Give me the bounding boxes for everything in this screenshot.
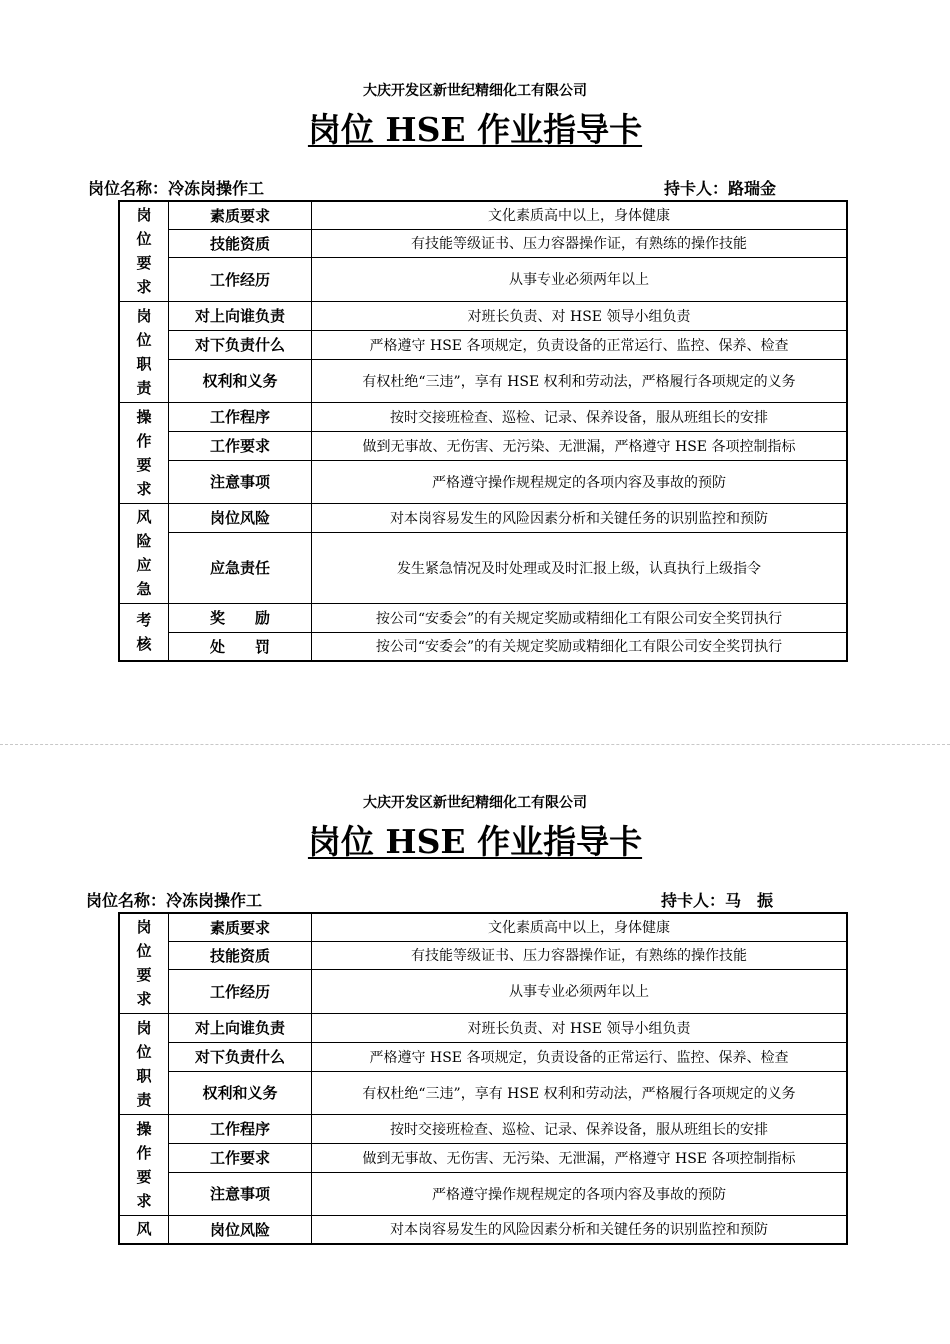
table-row xyxy=(119,431,847,460)
row-item: 应急责任 xyxy=(169,532,312,603)
row-content: 严格遵守 HSE 各项规定，负责设备的正常运行、监控、保养、检查 xyxy=(312,330,848,359)
table-row xyxy=(119,1042,847,1071)
row-item: 权利和义务 xyxy=(169,1071,312,1114)
row-item: 对下负责什么 xyxy=(169,330,312,359)
table-row xyxy=(119,460,847,503)
row-item: 工作要求 xyxy=(169,1143,312,1172)
row-item: 处 罚 xyxy=(169,632,312,661)
group-label-post-duties: 岗 位 职 责 xyxy=(119,301,169,402)
row-content: 对本岗容易发生的风险因素分析和关键任务的识别监控和预防 xyxy=(312,1215,848,1244)
table-row xyxy=(119,503,847,532)
row-content: 从事专业必须两年以上 xyxy=(312,969,848,1013)
table-row xyxy=(119,632,847,661)
row-item: 岗位风险 xyxy=(169,503,312,532)
table-row xyxy=(119,969,847,1013)
row-item: 素质要求 xyxy=(169,201,312,229)
table-row xyxy=(119,257,847,301)
row-content: 严格遵守操作规程规定的各项内容及事故的预防 xyxy=(312,460,848,503)
row-item: 权利和义务 xyxy=(169,359,312,402)
row-content: 按时交接班检查、巡检、记录、保养设备，服从班组长的安排 xyxy=(312,402,848,431)
table-row xyxy=(119,1071,847,1114)
group-label-assessment: 考 核 xyxy=(119,603,169,661)
post-name: 岗位名称：冷冻岗操作工 xyxy=(88,179,265,198)
row-item: 工作程序 xyxy=(169,1114,312,1143)
table-row xyxy=(119,330,847,359)
row-item: 技能资质 xyxy=(169,229,312,257)
hse-table xyxy=(118,912,848,1245)
row-content: 文化素质高中以上，身体健康 xyxy=(312,201,848,229)
card-holder: 持卡人：马 振 xyxy=(661,891,774,910)
row-item: 技能资质 xyxy=(169,941,312,969)
row-content: 按公司“安委会”的有关规定奖励或精细化工有限公司安全奖罚执行 xyxy=(312,603,848,632)
table-row xyxy=(119,532,847,603)
row-item: 素质要求 xyxy=(169,913,312,941)
table-row xyxy=(119,1013,847,1042)
row-content: 有权杜绝“三违”，享有 HSE 权利和劳动法，严格履行各项规定的义务 xyxy=(312,359,848,402)
card-title: 岗位 HSE 作业指导卡 xyxy=(307,110,643,149)
table-row xyxy=(119,603,847,632)
card-holder: 持卡人：路瑞金 xyxy=(664,179,777,198)
row-content: 按公司“安委会”的有关规定奖励或精细化工有限公司安全奖罚执行 xyxy=(312,632,848,661)
table-row xyxy=(119,1172,847,1215)
group-label-operation-requirements: 操 作 要 求 xyxy=(119,1114,169,1215)
post-name: 岗位名称：冷冻岗操作工 xyxy=(86,891,263,910)
row-content: 发生紧急情况及时处理或及时汇报上级，认真执行上级指令 xyxy=(312,532,848,603)
row-item: 注意事项 xyxy=(169,1172,312,1215)
row-content: 从事专业必须两年以上 xyxy=(312,257,848,301)
row-content: 严格遵守操作规程规定的各项内容及事故的预防 xyxy=(312,1172,848,1215)
group-label-post-requirements: 岗 位 要 求 xyxy=(119,201,169,301)
table-row xyxy=(119,402,847,431)
row-content: 对本岗容易发生的风险因素分析和关键任务的识别监控和预防 xyxy=(312,503,848,532)
row-content: 对班长负责、对 HSE 领导小组负责 xyxy=(312,301,848,330)
table-row xyxy=(119,301,847,330)
row-item: 注意事项 xyxy=(169,460,312,503)
group-label-post-duties: 岗 位 职 责 xyxy=(119,1013,169,1114)
row-content: 文化素质高中以上，身体健康 xyxy=(312,913,848,941)
row-content: 严格遵守 HSE 各项规定，负责设备的正常运行、监控、保养、检查 xyxy=(312,1042,848,1071)
row-item: 岗位风险 xyxy=(169,1215,312,1244)
table-row xyxy=(119,941,847,969)
table-row xyxy=(119,1143,847,1172)
company-name: 大庆开发区新世纪精细化工有限公司 xyxy=(363,83,587,99)
row-content: 做到无事故、无伤害、无污染、无泄漏，严格遵守 HSE 各项控制指标 xyxy=(312,431,848,460)
group-label-risk-emergency: 风 xyxy=(119,1215,169,1244)
group-label-operation-requirements: 操 作 要 求 xyxy=(119,402,169,503)
row-content: 有权杜绝“三违”，享有 HSE 权利和劳动法，严格履行各项规定的义务 xyxy=(312,1071,848,1114)
row-content: 对班长负责、对 HSE 领导小组负责 xyxy=(312,1013,848,1042)
table-row xyxy=(119,201,847,229)
company-name: 大庆开发区新世纪精细化工有限公司 xyxy=(363,795,587,811)
row-item: 工作经历 xyxy=(169,969,312,1013)
hse-table xyxy=(118,200,848,662)
group-label-post-requirements: 岗 位 要 求 xyxy=(119,913,169,1013)
row-item: 对下负责什么 xyxy=(169,1042,312,1071)
table-row xyxy=(119,359,847,402)
group-label-risk-emergency: 风 险 应 急 xyxy=(119,503,169,603)
row-item: 对上向谁负责 xyxy=(169,1013,312,1042)
row-content: 有技能等级证书、压力容器操作证，有熟练的操作技能 xyxy=(312,941,848,969)
row-item: 奖 励 xyxy=(169,603,312,632)
table-row xyxy=(119,229,847,257)
row-item: 对上向谁负责 xyxy=(169,301,312,330)
row-content: 做到无事故、无伤害、无污染、无泄漏，严格遵守 HSE 各项控制指标 xyxy=(312,1143,848,1172)
table-row xyxy=(119,1114,847,1143)
row-item: 工作要求 xyxy=(169,431,312,460)
row-item: 工作经历 xyxy=(169,257,312,301)
row-content: 有技能等级证书、压力容器操作证，有熟练的操作技能 xyxy=(312,229,848,257)
table-row xyxy=(119,913,847,941)
row-item: 工作程序 xyxy=(169,402,312,431)
row-content: 按时交接班检查、巡检、记录、保养设备，服从班组长的安排 xyxy=(312,1114,848,1143)
table-row xyxy=(119,1215,847,1244)
card-title: 岗位 HSE 作业指导卡 xyxy=(307,822,643,861)
